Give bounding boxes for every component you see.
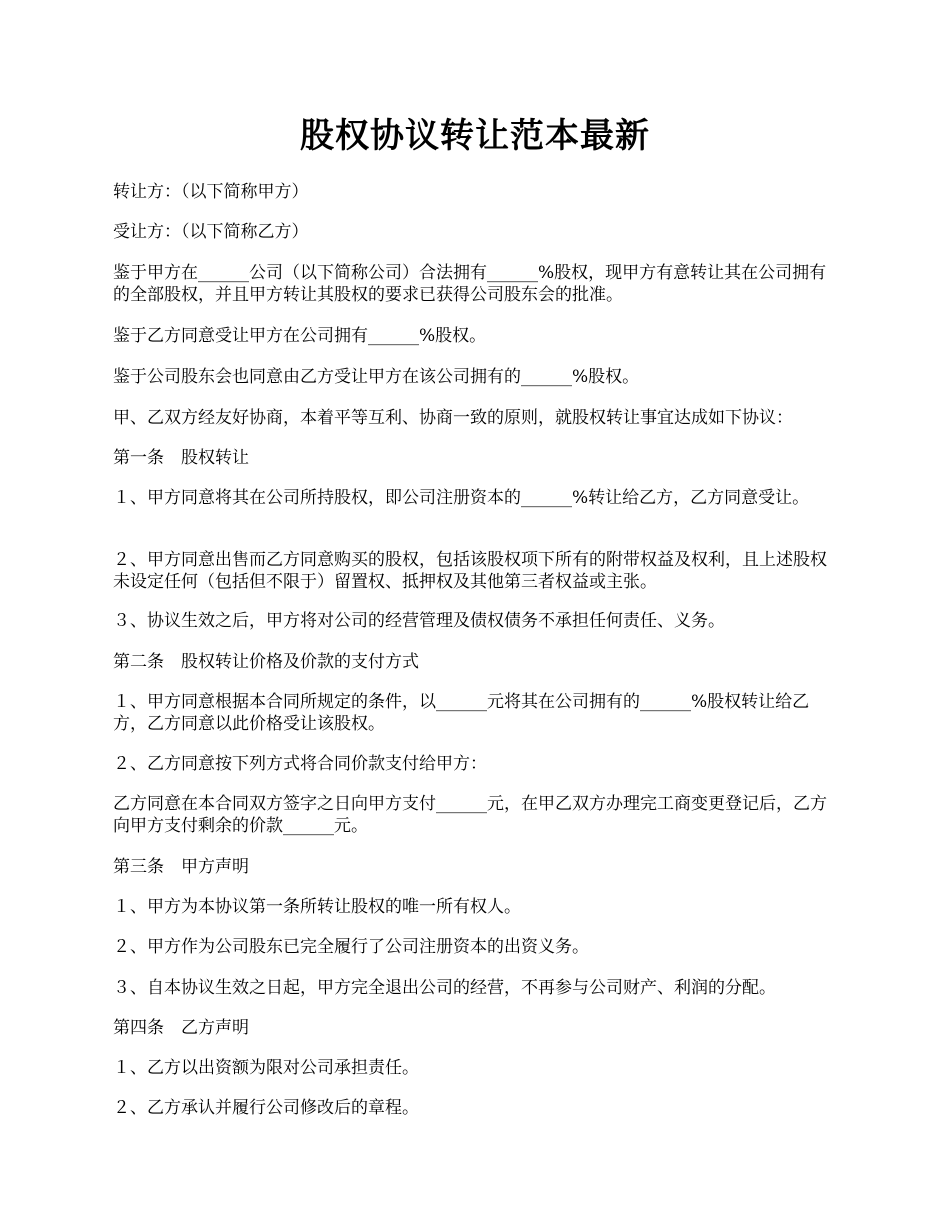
paragraph-transferee: 受让方：（以下简称乙方） (113, 222, 309, 242)
paragraph-recital-1: 鉴于甲方在______公司（以下简称公司）合法拥有______%股权，现甲方有意转让其在公司拥有的全部股权，并且甲方转让其股权的要求已获得公司股东会的批准。 (113, 263, 827, 305)
article-4-heading: 第四条 乙方声明 (113, 1018, 249, 1038)
article-3-clause-1: １、甲方为本协议第一条所转让股权的唯一所有权人。 (113, 897, 521, 917)
article-1-clause-3: ３、协议生效之后，甲方将对公司的经营管理及债权债务不承担任何责任、义务。 (113, 611, 725, 631)
article-1-clause-1: １、甲方同意将其在公司所持股权，即公司注册资本的______%转让给乙方，乙方同意受让。 (113, 488, 810, 508)
article-4-clause-2: ２、乙方承认并履行公司修改后的章程。 (113, 1098, 419, 1118)
paragraph-recital-4: 甲、乙双方经友好协商，本着平等互利、协商一致的原则，就股权转让事宜达成如下协议： (113, 408, 793, 428)
article-1-clause-2: ２、甲方同意出售而乙方同意购买的股权，包括该股权项下所有的附带权益及权利，且上述股权未设定任何（包括但不限于）留置权、抵押权及其他第三者权益或主张。 (113, 550, 827, 592)
article-2-clause-2: ２、乙方同意按下列方式将合同价款支付给甲方： (113, 754, 487, 774)
article-2-payment-terms: 乙方同意在本合同双方签字之日向甲方支付______元，在甲乙双方办理完工商变更登记后，乙方向甲方支付剩余的价款______元。 (113, 794, 827, 836)
article-3-clause-2: ２、甲方作为公司股东已完全履行了公司注册资本的出资义务。 (113, 937, 589, 957)
document-title: 股权协议转让范本最新 (300, 116, 650, 156)
article-2-heading: 第二条 股权转让价格及价款的支付方式 (113, 652, 419, 672)
article-3-heading: 第三条 甲方声明 (113, 857, 249, 877)
paragraph-recital-2: 鉴于乙方同意受让甲方在公司拥有______%股权。 (113, 326, 487, 346)
paragraph-transferor: 转让方：（以下简称甲方） (113, 182, 309, 202)
paragraph-recital-3: 鉴于公司股东会也同意由乙方受让甲方在该公司拥有的______%股权。 (113, 367, 640, 387)
article-1-heading: 第一条 股权转让 (113, 448, 249, 468)
article-4-clause-1: １、乙方以出资额为限对公司承担责任。 (113, 1058, 419, 1078)
article-2-clause-1: １、甲方同意根据本合同所规定的条件，以______元将其在公司拥有的______%股权转让给乙方，乙方同意以此价格受让该股权。 (113, 692, 810, 734)
article-3-clause-3: ３、自本协议生效之日起，甲方完全退出公司的经营，不再参与公司财产、利润的分配。 (113, 978, 776, 998)
